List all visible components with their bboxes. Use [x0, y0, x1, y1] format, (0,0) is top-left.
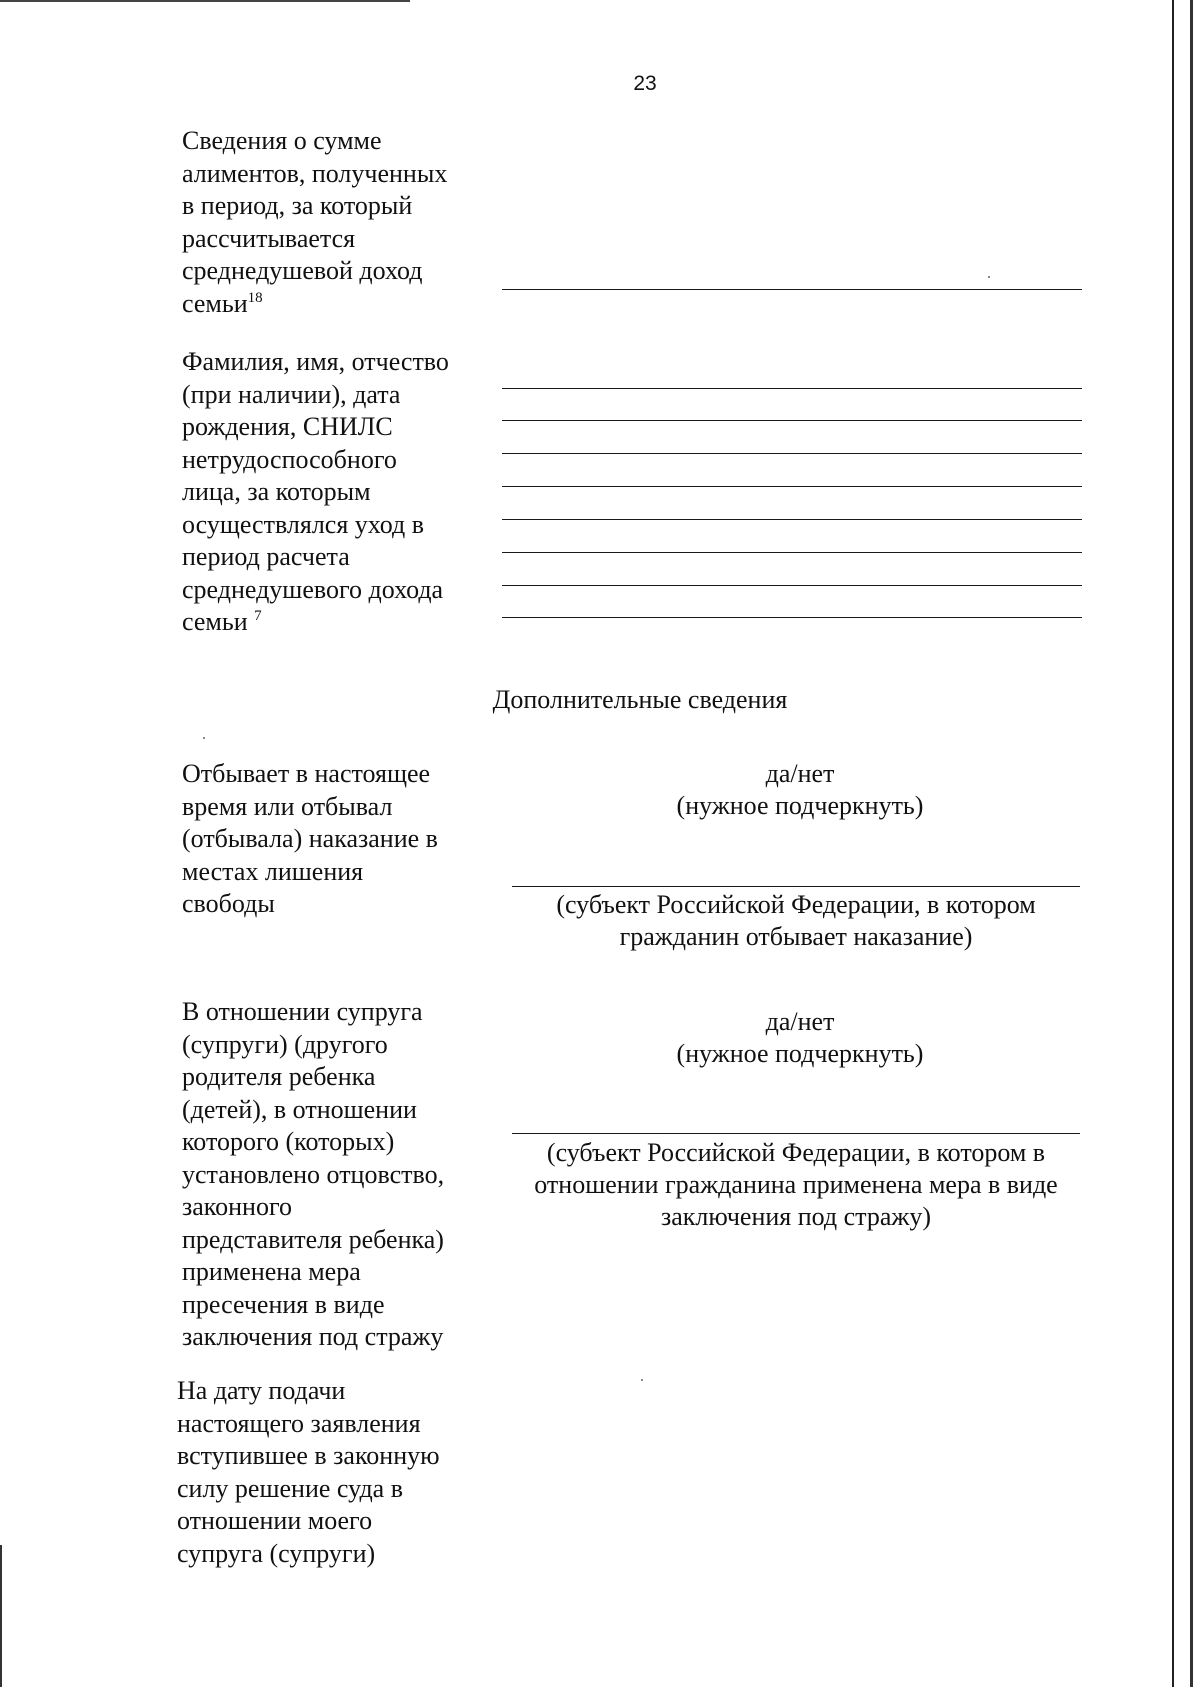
alimony-footnote-ref: 18: [247, 289, 263, 306]
section-heading: Дополнительные сведения: [492, 685, 788, 714]
care-answer-line[interactable]: [502, 519, 1082, 520]
imprisonment-region-caption: (субъект Российской Федерации, в котором гражданин отбывает наказание): [556, 890, 1036, 951]
imprisonment-region-line[interactable]: [512, 886, 1080, 887]
scan-edge-right: [1172, 0, 1174, 1687]
imprisonment-choice-hint: (нужное подчеркнуть): [676, 791, 924, 820]
care-label-text: Фамилия, имя, отчество (при наличии), дата рождения, СНИЛС нетрудоспособного лица, за которым осуществлялся уход в период расчета среднедушевого дохода семьи: [182, 347, 449, 636]
detention-choice[interactable]: да/нет: [765, 1007, 835, 1036]
care-answer-line[interactable]: [502, 453, 1082, 454]
care-footnote-ref: 7: [254, 608, 262, 624]
page-number: 23: [633, 72, 657, 95]
care-answer-line[interactable]: [502, 617, 1082, 618]
imprisonment-field-label: Отбывает в настоящее время или отбывал (отбывала) наказание в местах лишения свободы: [182, 759, 438, 918]
care-answer-line[interactable]: [502, 388, 1082, 389]
court-decision-field-label: На дату подачи настоящего заявления вступившее в законную силу решение суда в отношении моего супруга (супруги): [177, 1376, 440, 1568]
scan-edge-right-outer: [1190, 0, 1193, 1687]
alimony-field-label: [182, 125, 482, 320]
scan-edge-left: [0, 1545, 2, 1687]
detention-field-label: В отношении супруга (супруги) (другого родителя ребенка (детей), в отношении которого (которых) установлено отцовство, законного представителя ребенка) применена мера пресечения в виде заключения под стражу: [182, 997, 445, 1351]
detention-region-line[interactable]: [512, 1133, 1080, 1134]
care-answer-line[interactable]: [502, 552, 1082, 553]
scan-speck: [988, 276, 990, 278]
detention-region-caption: (субъект Российской Федерации, в котором в отношении гражданина применена мера в виде заключения под стражу): [534, 1138, 1058, 1231]
detention-choice-hint: (нужное подчеркнуть): [676, 1039, 924, 1068]
alimony-label-text: Сведения о сумме алиментов, полученных в период, за который рассчитывается среднедушевой доход семьи: [182, 126, 448, 318]
scan-speck: [641, 1379, 643, 1381]
alimony-answer-line[interactable]: [502, 289, 1082, 290]
care-answer-line[interactable]: [502, 486, 1082, 487]
imprisonment-choice[interactable]: да/нет: [765, 759, 835, 788]
scan-edge-top: [0, 0, 410, 2]
care-answer-line[interactable]: [502, 585, 1082, 586]
care-answer-line[interactable]: [502, 420, 1082, 421]
care-field-label: [182, 346, 482, 639]
scan-speck: [203, 737, 205, 739]
